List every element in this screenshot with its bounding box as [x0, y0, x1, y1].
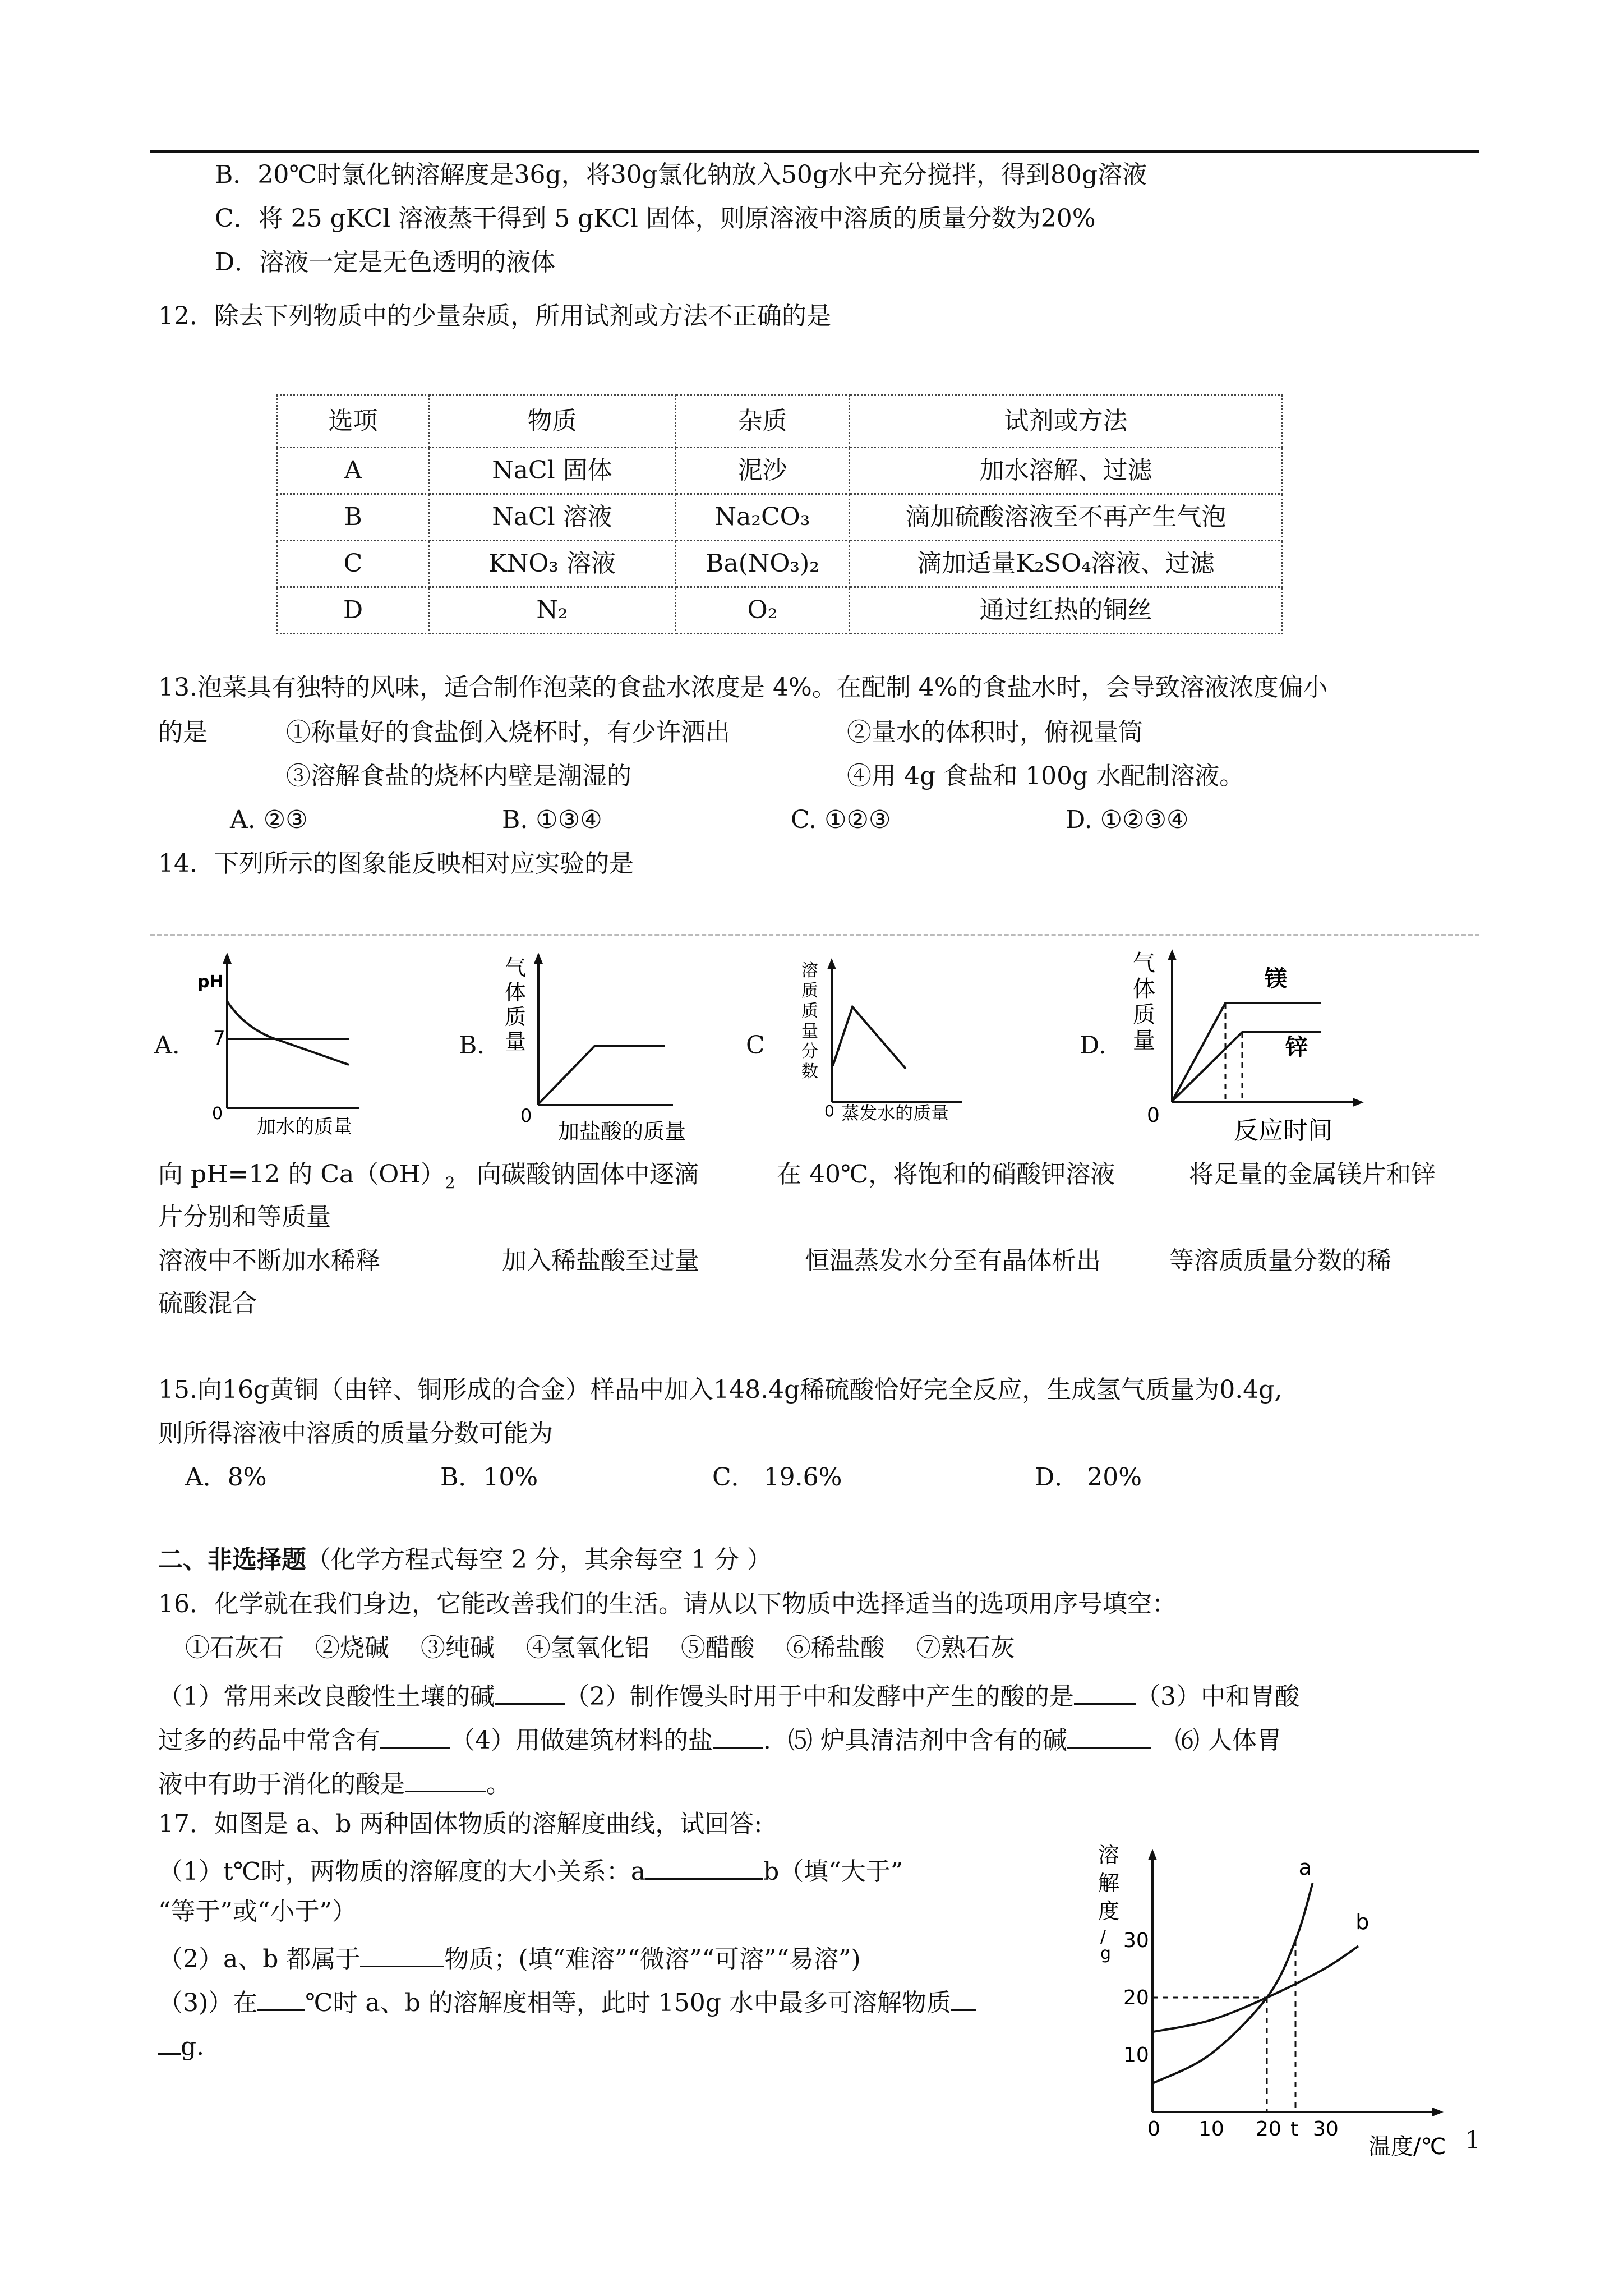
chart-y-tick-label: 20 [1123, 1986, 1149, 2009]
caption-b-line2: 加入稀盐酸至过量 [502, 1246, 699, 1275]
table-row [278, 448, 1283, 494]
graph-d-y-arrow [1168, 949, 1177, 960]
answer-blank-9[interactable] [257, 1985, 305, 2011]
q11-option-d: D．溶液一定是无色透明的液体 [215, 248, 556, 277]
series-a-curve [1152, 1883, 1313, 2083]
graph-c-curve [833, 1007, 906, 1069]
graph-a [196, 948, 376, 1139]
q13-option-a: A. ②③ [230, 806, 308, 834]
caption-c-line1: 在 40℃，将饱和的硝酸钾溶液 [777, 1160, 1115, 1189]
chart-x-arrow [1432, 2108, 1444, 2116]
table-row [278, 494, 1283, 541]
q15-line2: 则所得溶液中溶质的质量分数可能为 [158, 1419, 553, 1448]
graph-a-tick-7: 7 [213, 1027, 225, 1050]
choice-item: ①石灰石 [185, 1634, 284, 1662]
chart-ylabel-char: 度 [1098, 1899, 1120, 1924]
table-cell: KNO₃ 溶液 [429, 541, 676, 587]
q14-stem: 14．下列所示的图象能反映相对应实验的是 [158, 849, 634, 878]
graph-c [794, 948, 984, 1139]
answer-blank-5[interactable] [1067, 1722, 1151, 1749]
graph-d-label: D. [1080, 1031, 1106, 1060]
table-cell: 滴加适量K₂SO₄溶液、过滤 [850, 541, 1283, 587]
table-cell: 泥沙 [676, 448, 850, 494]
answer-blank-10[interactable] [951, 1985, 976, 2011]
q15-option-b: B．10% [440, 1463, 538, 1492]
chart-x-tick-label: 10 [1198, 2118, 1224, 2141]
graph-d-x-arrow [1353, 1098, 1364, 1107]
chart-x-tick-label: 30 [1313, 2118, 1339, 2141]
series-a-label: a [1298, 1855, 1312, 1880]
caption-d-line2: 片分别和等质量 [158, 1203, 331, 1231]
page-number: 1 [1465, 2126, 1481, 2155]
section-2-heading [158, 1545, 772, 1575]
svg-text:量: 量 [801, 1022, 818, 1041]
table-cell: N₂ [429, 587, 676, 634]
chart-y-tick-label: 30 [1123, 1929, 1149, 1952]
table-cell: C [278, 541, 429, 587]
chart-y-tick-label: 10 [1123, 2044, 1149, 2067]
q15-option-d: D． 20% [1035, 1463, 1142, 1492]
caption-a-line2: 溶液中不断加水稀释 [158, 1246, 380, 1275]
graph-b-y-arrow [534, 953, 543, 964]
q15-line1: 15.向16g黄铜（由锌、铜形成的合金）样品中加入148.4g稀硫酸恰好完全反应，生成氢气质量为0.4g, [158, 1375, 1283, 1404]
graph-d-xlabel: 反应时间 [1234, 1116, 1332, 1145]
q17-part1: （1）t℃时，两物质的溶解度的大小关系：a b（填“大于” [158, 1853, 903, 1887]
chart-x-tick-label: 20 [1256, 2118, 1281, 2141]
table-header-cell: 物质 [429, 395, 676, 448]
table-cell: 滴加硫酸溶液至不再产生气泡 [850, 494, 1283, 541]
chart-ylabel-char: 解 [1098, 1871, 1120, 1895]
graph-b-curve [538, 1046, 665, 1104]
choice-item: ③纯碱 [420, 1634, 495, 1662]
answer-blank-10-cont[interactable] [158, 2028, 181, 2055]
graph-c-origin: 0 [824, 1102, 834, 1120]
graph-d-ylabel [1133, 950, 1155, 1053]
dashed-divider [150, 934, 1479, 936]
table-cell: NaCl 溶液 [429, 494, 676, 541]
chart-ylabel-char: g [1100, 1944, 1112, 1963]
graph-c-ylabel [801, 961, 818, 1082]
svg-text:体: 体 [1133, 976, 1155, 1002]
q13-option-c: C. ①②③ [791, 806, 891, 834]
chart-xlabel: 温度/℃ [1368, 2134, 1446, 2160]
caption-d-line3: 等溶质质量分数的稀 [1169, 1246, 1391, 1275]
section-2-title: 二、非选择题 [158, 1545, 306, 1574]
graph-b-xlabel: 加盐酸的质量 [558, 1119, 686, 1144]
chart-x-tick-label: t [1290, 2118, 1299, 2141]
table-cell: B [278, 494, 429, 541]
table-row [278, 541, 1283, 587]
graph-a-ylabel: pH [197, 972, 224, 992]
q11-option-b: B．20℃时氯化钠溶解度是36g，将30g氯化钠放入50g水中充分搅拌，得到80g溶液 [215, 160, 1147, 189]
caption-c-line2: 恒温蒸发水分至有晶体析出 [805, 1246, 1101, 1275]
table-cell: A [278, 448, 429, 494]
chart-ylabel-char: 溶 [1098, 1843, 1120, 1867]
q17-part2: （2）a、b 都属于 物质；(填“难溶”“微溶”“可溶”“易溶”) [158, 1941, 861, 1975]
answer-blank-2[interactable] [1074, 1678, 1136, 1705]
graph-a-curve [227, 1001, 349, 1065]
svg-text:气: 气 [1133, 950, 1155, 976]
q16-line2: 过多的药品中常含有 （4）用做建筑材料的盐 ．⑸ 炉具清洁剂中含有的碱 ⑹ 人体胃 [158, 1722, 1281, 1756]
choice-item: ⑤醋酸 [680, 1634, 755, 1662]
solubility-chart [1088, 1834, 1481, 2160]
q17-part1-cont: “等于”或“小于”） [158, 1897, 357, 1926]
answer-blank-3[interactable] [380, 1722, 450, 1749]
svg-text:数: 数 [801, 1062, 818, 1082]
chart-y-arrow [1148, 1849, 1157, 1860]
graph-d-mg-label: 镁 [1265, 966, 1287, 992]
table-cell: Na₂CO₃ [676, 494, 850, 541]
q17-part3-cont: g. [158, 2028, 204, 2062]
graph-d [1127, 942, 1385, 1156]
table-cell: O₂ [676, 587, 850, 634]
graph-a-label: A. [154, 1031, 180, 1060]
q13-line1: 13.泡菜具有独特的风味，适合制作泡菜的食盐水浓度是 4%。在配制 4%的食盐水时，会导致溶液浓度偏小 [158, 673, 1328, 702]
header-rule [150, 150, 1479, 153]
svg-text:质: 质 [801, 981, 818, 1001]
q15-option-a: A．8% [185, 1463, 267, 1492]
series-b-label: b [1355, 1910, 1370, 1935]
caption-b-line1: 向碳酸钠固体中逐滴 [477, 1160, 699, 1189]
q17-part3: （3)）在 ℃时 a、b 的溶解度相等，此时 150g 水中最多可溶解物质 [158, 1985, 976, 2018]
q13-line3a: ③溶解食盐的烧杯内壁是潮湿的 [286, 762, 631, 790]
q12-table [276, 394, 1283, 634]
q16-stem: 16．化学就在我们身边，它能改善我们的生活。请从以下物质中选择适当的选项用序号填空： [158, 1590, 1177, 1618]
chart-x-tick-label: 0 [1147, 2118, 1160, 2141]
chart-ylabel-char: / [1100, 1927, 1106, 1947]
graph-b-origin: 0 [520, 1105, 532, 1126]
table-cell: D [278, 587, 429, 634]
graph-b-label: B. [459, 1031, 485, 1060]
svg-text:质: 质 [801, 1001, 818, 1021]
table-cell: 加水溶解、过滤 [850, 448, 1283, 494]
table-header-cell: 杂质 [676, 395, 850, 448]
graph-b [494, 948, 707, 1150]
answer-blank-8[interactable] [360, 1941, 444, 1967]
graph-b-ylabel [505, 955, 526, 1054]
svg-text:质: 质 [1133, 1002, 1155, 1028]
graph-d-origin: 0 [1147, 1104, 1160, 1127]
answer-blank-4[interactable] [713, 1722, 763, 1749]
q12-stem: 12．除去下列物质中的少量杂质，所用试剂或方法不正确的是 [158, 302, 831, 330]
svg-text:体: 体 [505, 980, 527, 1005]
choice-item: ②烧碱 [315, 1634, 389, 1662]
table-cell: NaCl 固体 [429, 448, 676, 494]
q15-option-c: C． 19.6% [712, 1463, 842, 1492]
answer-blank-1[interactable] [495, 1678, 565, 1705]
graph-c-y-arrow [827, 958, 836, 969]
graph-c-label: C [746, 1031, 765, 1060]
svg-text:量: 量 [505, 1029, 527, 1054]
caption-d-line4: 硫酸混合 [158, 1289, 257, 1318]
graph-a-y-arrow [223, 953, 232, 964]
graph-c-xlabel: 蒸发水的质量 [841, 1102, 949, 1124]
q13-line3b: ④用 4g 食盐和 100g 水配制溶液。 [847, 762, 1244, 790]
q13-option-b: B. ①③④ [502, 806, 602, 834]
q17-stem: 17．如图是 a、b 两种固体物质的溶解度曲线，试回答: [158, 1810, 763, 1838]
choice-item: ④氢氧化铝 [525, 1634, 649, 1662]
caption-a-line1: 向 pH=12 的 $Ca(OH)_2$ [158, 1160, 455, 1192]
svg-text:分: 分 [801, 1042, 818, 1061]
answer-blank-7[interactable] [645, 1853, 763, 1880]
graph-a-origin: 0 [212, 1104, 223, 1124]
solubility-plot-area [1123, 1849, 1444, 2141]
choice-item: ⑥稀盐酸 [786, 1634, 885, 1662]
q13-option-d: D. ①②③④ [1066, 806, 1189, 834]
graph-d-zn-label: 锌 [1285, 1034, 1308, 1060]
table-cell: Ba(NO₃)₂ [676, 541, 850, 587]
caption-d-line1: 将足量的金属镁片和锌 [1189, 1160, 1436, 1189]
q13-line2b: ①称量好的食盐倒入烧杯时，有少许洒出 [286, 718, 730, 747]
svg-text:量: 量 [1133, 1028, 1155, 1053]
table-header-cell: 试剂或方法 [850, 395, 1283, 448]
table-header-cell: 选项 [278, 395, 429, 448]
table-cell: 通过红热的铜丝 [850, 587, 1283, 634]
q16-line3: 液中有助于消化的酸是 。 [158, 1766, 511, 1800]
section-2-note: （化学方程式每空 2 分，其余每空 1 分 ） [306, 1545, 772, 1574]
q16-choices [185, 1634, 1015, 1663]
graph-a-xlabel: 加水的质量 [257, 1116, 352, 1138]
svg-text:溶: 溶 [801, 961, 818, 981]
chart-ylabel [1098, 1843, 1119, 1963]
svg-text:气: 气 [505, 955, 527, 980]
q11-option-c: C．将 25 gKCl 溶液蒸干得到 5 gKCl 固体，则原溶液中溶质的质量分数为20% [215, 204, 1096, 233]
table-row [278, 587, 1283, 634]
answer-blank-6[interactable] [405, 1766, 486, 1792]
choice-item: ⑦熟石灰 [916, 1634, 1015, 1662]
q13-line2a: 的是 [158, 718, 208, 747]
q16-line1: （1）常用来改良酸性土壤的碱 （2）制作馒头时用于中和发酵中产生的酸的是 （3）中和胃酸 [158, 1678, 1299, 1712]
svg-text:质: 质 [505, 1005, 527, 1029]
series-b-curve [1152, 1946, 1358, 2032]
table-header-row [278, 395, 1283, 448]
q13-line2c: ②量水的体积时，俯视量筒 [847, 718, 1143, 747]
